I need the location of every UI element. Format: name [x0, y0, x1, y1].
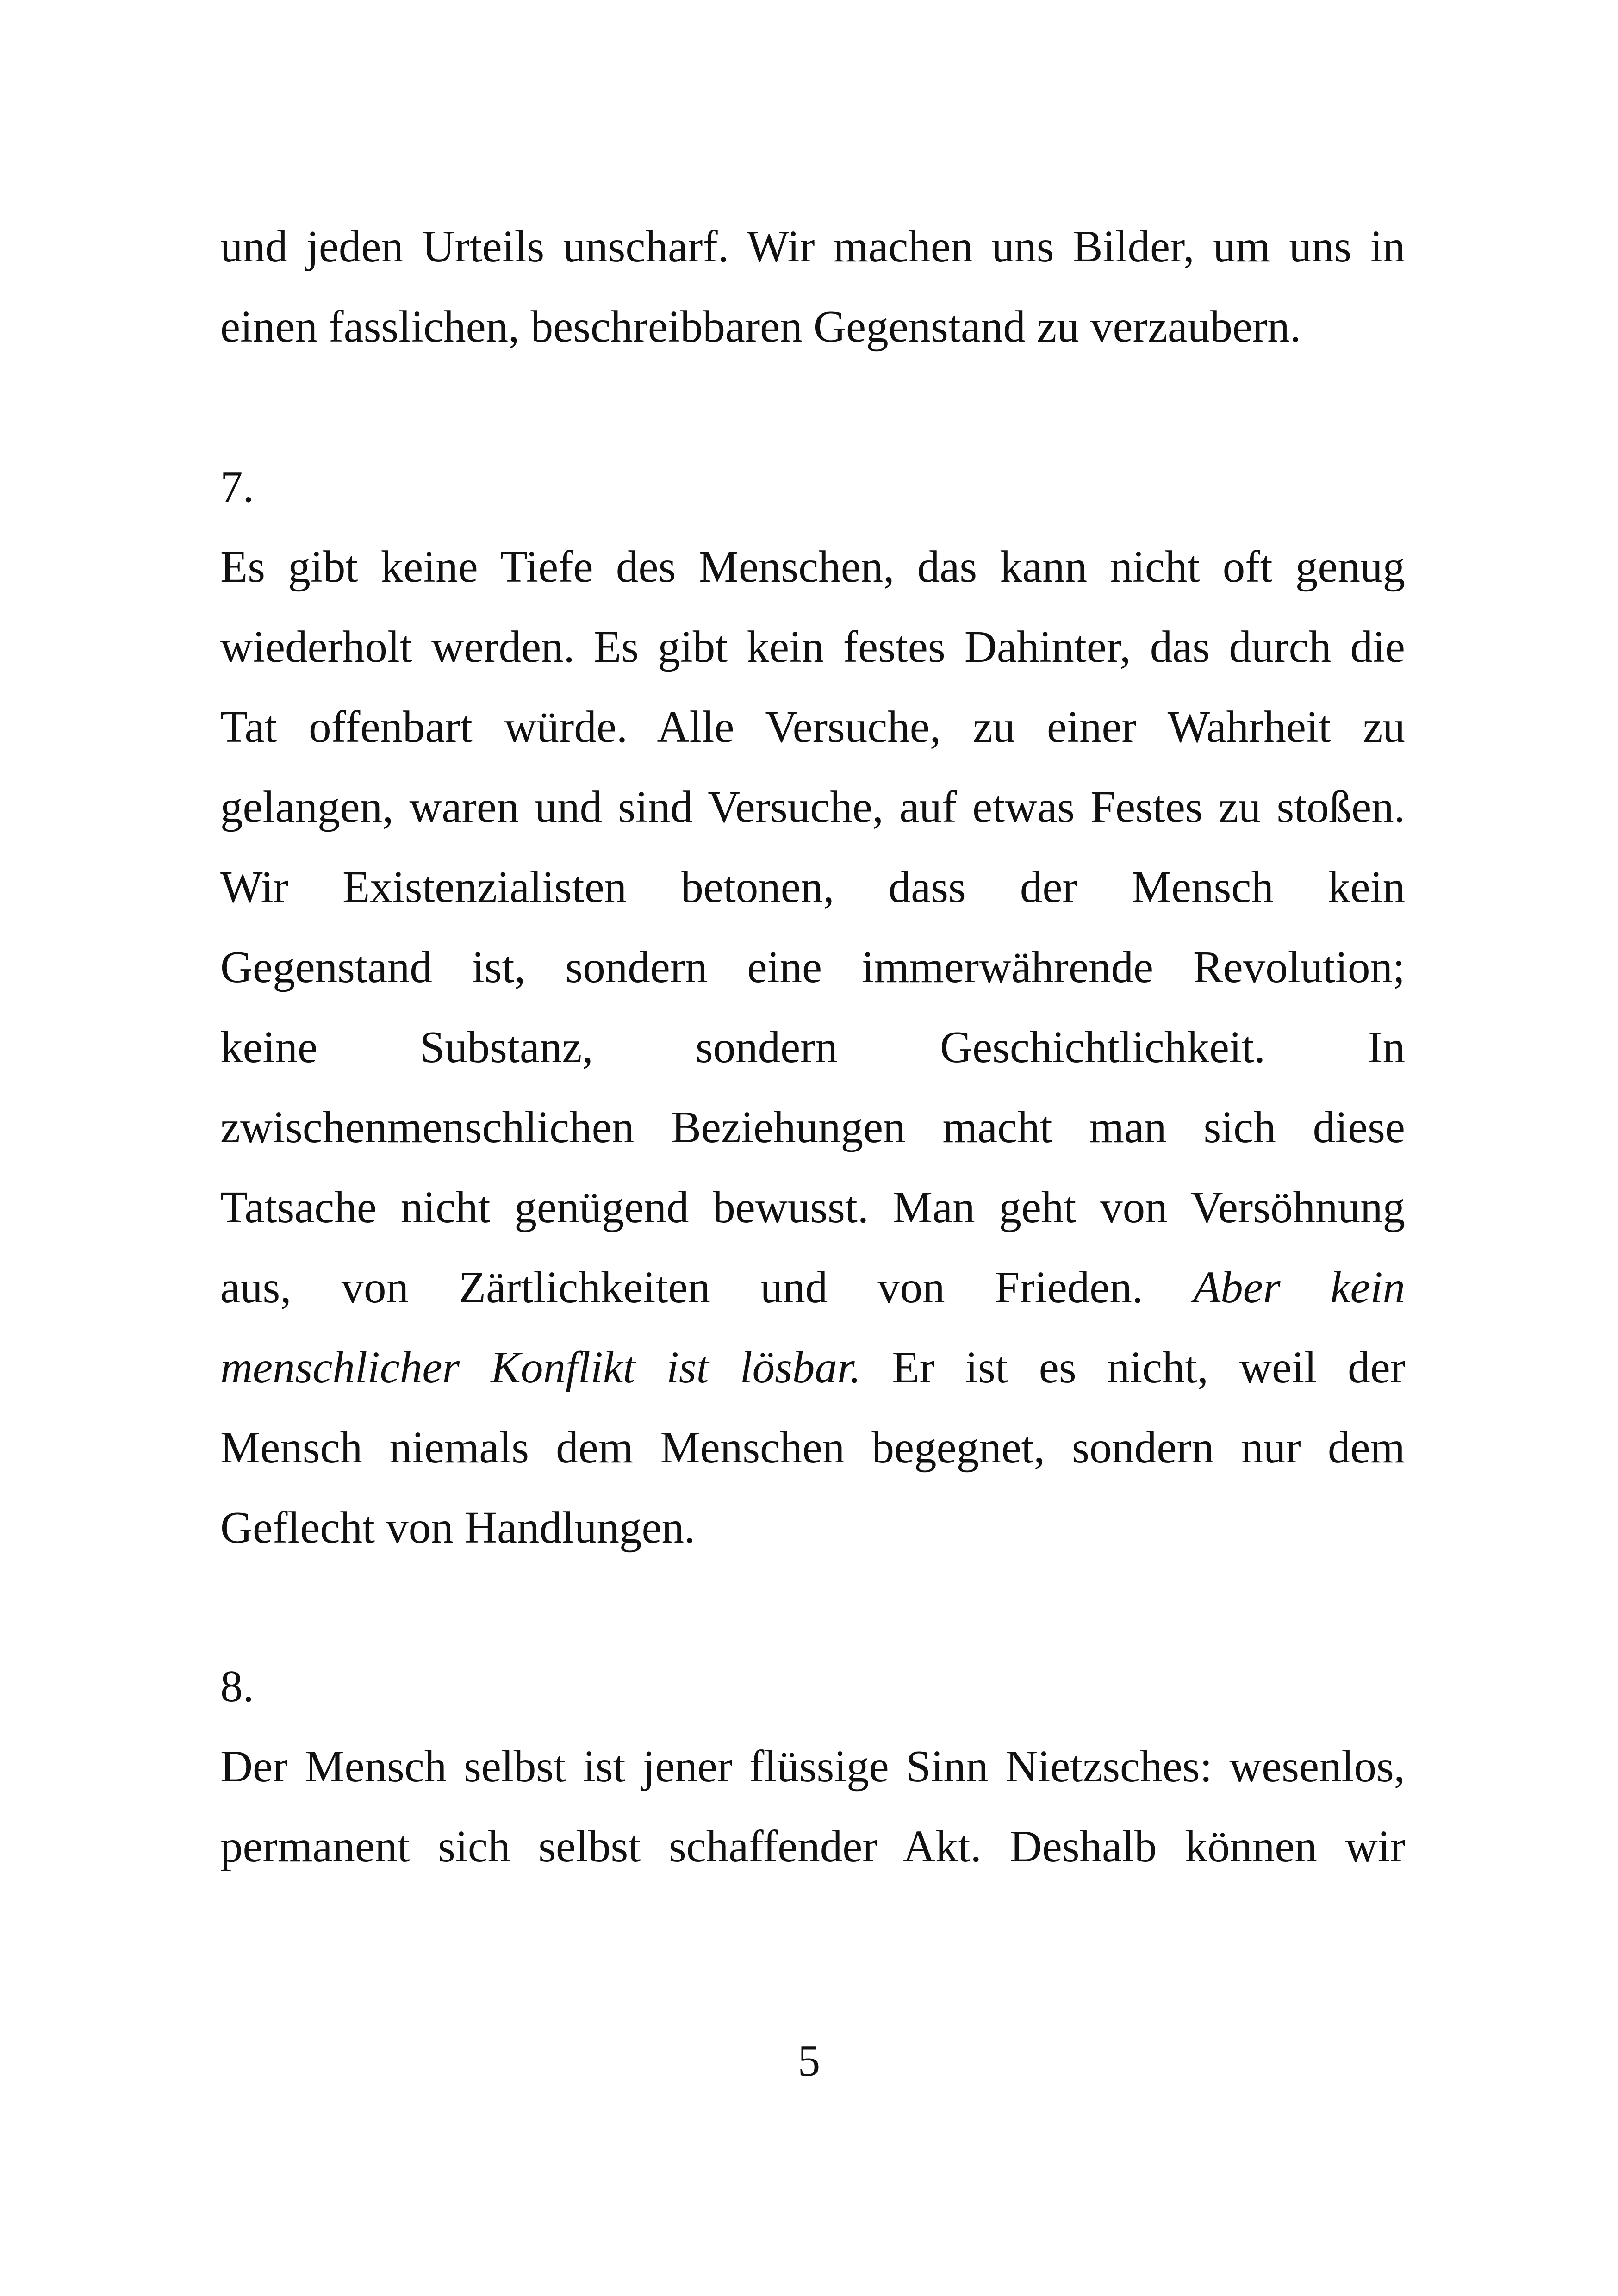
page-number: 5	[797, 2036, 821, 2085]
section-8	[220, 1646, 1405, 1886]
text-line: Der Mensch selbst ist jener flüssige Sinn Nietzsches: wesenlos,	[220, 1742, 1405, 1791]
text-line-mixed	[220, 1327, 1405, 1407]
text-line: gelangen, waren und sind Versuche, auf etwas Festes zu stoßen.	[220, 782, 1405, 832]
text-line: Gegenstand ist, sondern eine immerwährende Revolution;	[220, 942, 1405, 992]
text-line: keine Substanz, sondern Geschichtlichkeit. In	[220, 1022, 1405, 1072]
text-line: Es gibt keine Tiefe des Menschen, das kann nicht oft genug	[220, 542, 1405, 591]
text-line: Geflecht von Handlungen.	[220, 1503, 696, 1552]
text-line: einen fasslichen, beschreibbaren Gegenstand zu verzaubern.	[220, 302, 1301, 351]
text-line: Wir Existenzialisten betonen, dass der Mensch kein	[220, 862, 1405, 912]
text-line: Tat offenbart würde. Alle Versuche, zu einer Wahrheit zu	[220, 702, 1405, 752]
text-line: Mensch niemals dem Menschen begegnet, sondern nur dem	[220, 1423, 1405, 1472]
text-line: zwischenmenschlichen Beziehungen macht man sich diese	[220, 1102, 1405, 1152]
section-number: 7.	[220, 462, 254, 511]
section-7	[220, 447, 1405, 1568]
text-line: Tatsache nicht genügend bewusst. Man geht von Versöhnung	[220, 1182, 1405, 1232]
italic-text: Aber kein	[1193, 1263, 1405, 1312]
section-number: 8.	[220, 1661, 254, 1711]
italic-text: menschlicher Konflikt ist lösbar.	[220, 1343, 861, 1392]
plain-text: aus, von Zärtlichkeiten und von Frieden.	[220, 1263, 1144, 1312]
text-line: und jeden Urteils unscharf. Wir machen uns Bilder, um uns in	[220, 222, 1405, 271]
plain-text: Er ist es nicht, weil der	[892, 1343, 1405, 1392]
text-line: permanent sich selbst schaffender Akt. Deshalb können wir	[220, 1822, 1405, 1871]
text-line: wiederholt werden. Es gibt kein festes Dahinter, das durch die	[220, 622, 1405, 672]
text-line-mixed	[220, 1247, 1405, 1327]
paragraph-continuation	[220, 206, 1405, 367]
